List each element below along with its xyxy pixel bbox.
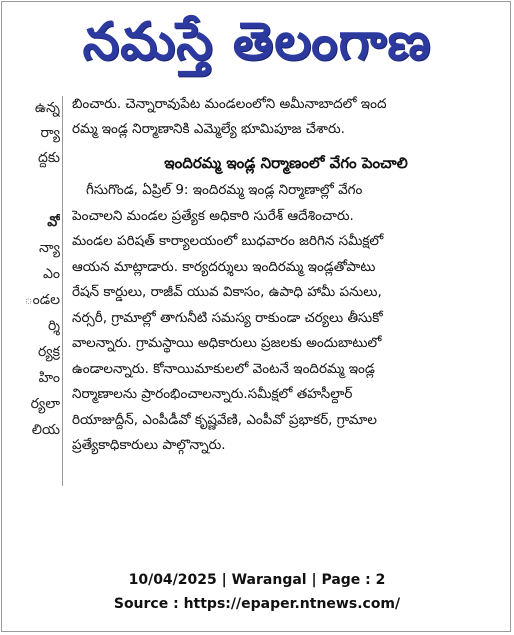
left-fragment: హిం — [38, 370, 60, 386]
article-line: ఉండాలన్నారు. కోనాయిమాకులలో వెంటనే ఇందిరమ్మ ఇండ్ల — [72, 360, 375, 377]
column-divider — [62, 96, 63, 486]
left-fragment: ద్దకు — [37, 150, 60, 166]
article-line: నిర్మాణాలను ప్రారంభించాలన్నారు.సమీక్షలో తహసీల్దార్ — [72, 386, 353, 402]
masthead-logo: నమస్తే తెలంగాణ — [82, 12, 432, 72]
left-fragment: ర్శి — [47, 318, 60, 334]
footer-date-edition: 10/04/2025 | Warangal | Page : 2 — [128, 572, 386, 588]
article-line: గీసుగొండ, ఏప్రిల్ 9: ఇందిరమ్మ ఇండ్ల నిర్మాణాల్లో వేగం — [86, 182, 363, 198]
article-line: రమ్మ ఇండ్ల నిర్మాణానికి ఎమ్మెల్యే భూమిపూజ చేశారు. — [72, 121, 345, 137]
article-line: ప్రత్యేకాధికారులు పాల్గొన్నారు. — [72, 437, 226, 453]
article-line: వాలన్నారు. గ్రామస్థాయి అధికారులు ప్రజలకు అందుబాటులో — [72, 335, 382, 351]
article-line: బించారు. చెన్నారావుపేట మండలంలోని అమీనాబాదలో ఇంద — [72, 96, 387, 112]
article-line: రియాజుద్దీన్, ఎంపీడీవో కృష్ణవేణి, ఎంపీవో ప్రభాకర్, గ్రామాల — [72, 411, 377, 428]
article-line: రేషన్ కార్డులు, రాజీవ్ యువ వికాసం, ఉపాధి హామీ పనులు, — [72, 284, 382, 300]
article-line: మండల పరిషత్ కార్యాలయంలో బుధవారం జరిగిన సమీక్షలో — [72, 233, 384, 249]
left-fragment: ర్యా — [40, 125, 60, 141]
left-fragment: ర్యక్ర — [37, 344, 60, 360]
previous-article-tail — [72, 92, 500, 142]
left-fragment: ర్యలా — [30, 396, 60, 412]
left-fragment: ఉన్న — [34, 100, 60, 116]
article-column — [72, 92, 500, 459]
left-fragment: ఎం — [42, 266, 60, 282]
left-fragment: న్యా — [39, 240, 60, 256]
left-fragment: ండల — [24, 292, 60, 308]
article-line: నర్సరీ, గ్రామాల్లో తాగునీటి సమస్య రాకుండా చర్యలు తీసుకో — [72, 309, 383, 326]
left-fragment: వో — [47, 214, 60, 230]
article-line: ఆయన మాట్లాడారు. కార్యదర్శులు ఇందిరమ్మ ఇండ్లతోపాటు — [72, 258, 376, 275]
article-headline: ఇందిరమ్మ ఇండ్ల నిర్మాణంలో వేగం పెంచాలి — [164, 154, 408, 172]
footer-source-link[interactable]: Source : https://epaper.ntnews.com/ — [113, 596, 401, 612]
left-column-fragments — [0, 96, 60, 476]
article-body — [72, 178, 500, 459]
left-fragment: లియ — [31, 422, 60, 438]
article-line: పెంచాలని మండల ప్రత్యేక అధికారి సురేశ్ ఆదేశించారు. — [72, 207, 354, 224]
